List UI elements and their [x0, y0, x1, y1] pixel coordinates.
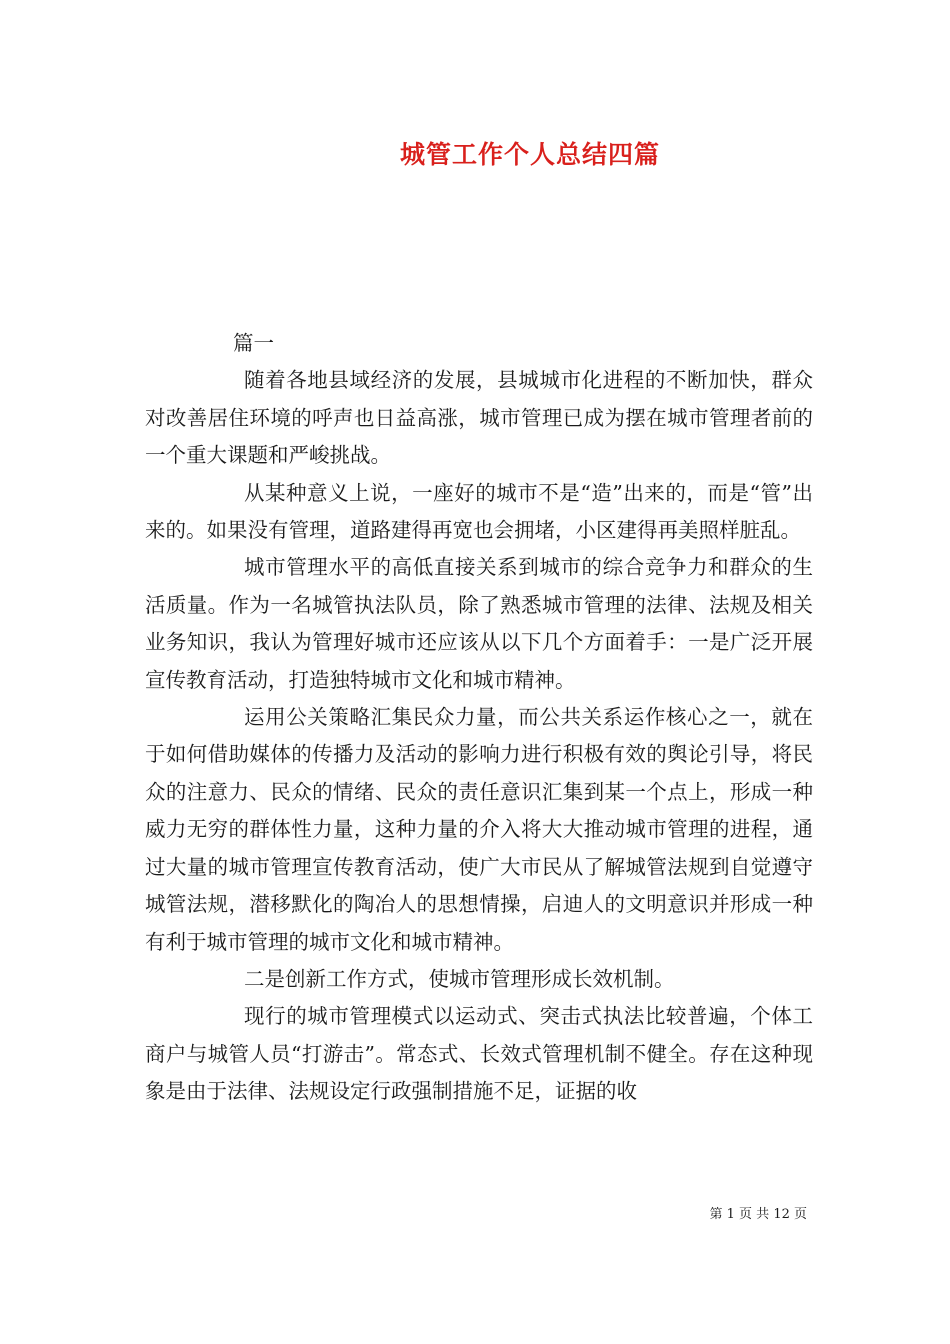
- page-number: 第 1 页 共 12 页: [709, 1207, 807, 1222]
- document-title: 城管工作个人总结四篇: [399, 140, 660, 169]
- section-label: 篇一: [233, 331, 274, 355]
- paragraph: 城市管理水平的高低直接关系到城市的综合竞争力和群众的生活质量。作为一名城管执法队员，除了熟悉城市管理的法律、法规及相关业务知识，我认为管理好城市还应该从以下几个方面着手：一是广泛开展宣传教育活动，打造独特城市文化和城市精神。: [145, 555, 813, 692]
- paragraph: 二是创新工作方式，使城市管理形成长效机制。: [244, 966, 675, 991]
- paragraph: 随着各地县域经济的发展，县城城市化进程的不断加快，群众对改善居住环境的呼声也日益高涨，城市管理已成为摆在城市管理者前的一个重大课题和严峻挑战。: [145, 368, 813, 468]
- paragraph: 从某种意义上说，一座好的城市不是“造”出来的，而是“管”出来的。如果没有管理，道路建得再宽也会拥堵，小区建得再美照样脏乱。: [145, 480, 813, 543]
- paragraph: 运用公关策略汇集民众力量，而公共关系运作核心之一，就在于如何借助媒体的传播力及活动的影响力进行积极有效的舆论引导，将民众的注意力、民众的情绪、民众的责任意识汇集到某一个点上，形成一种威力无穷的群体性力量，这种力量的介入将大大推动城市管理的进程，通过大量的城市管理宣传教育活动，使广大市民从了解城管法规到自觉遵守城管法规，潜移默化的陶冶人的思想情操，启迪人的文明意识并形成一种有利于城市管理的城市文化和城市精神。: [145, 705, 813, 954]
- paragraph: 现行的城市管理模式以运动式、突击式执法比较普遍，个体工商户与城管人员“打游击”。常态式、长效式管理机制不健全。存在这种现象是由于法律、法规设定行政强制措施不足，证据的收: [145, 1004, 813, 1104]
- document-body: [145, 325, 813, 1111]
- page-footer: [710, 1203, 807, 1222]
